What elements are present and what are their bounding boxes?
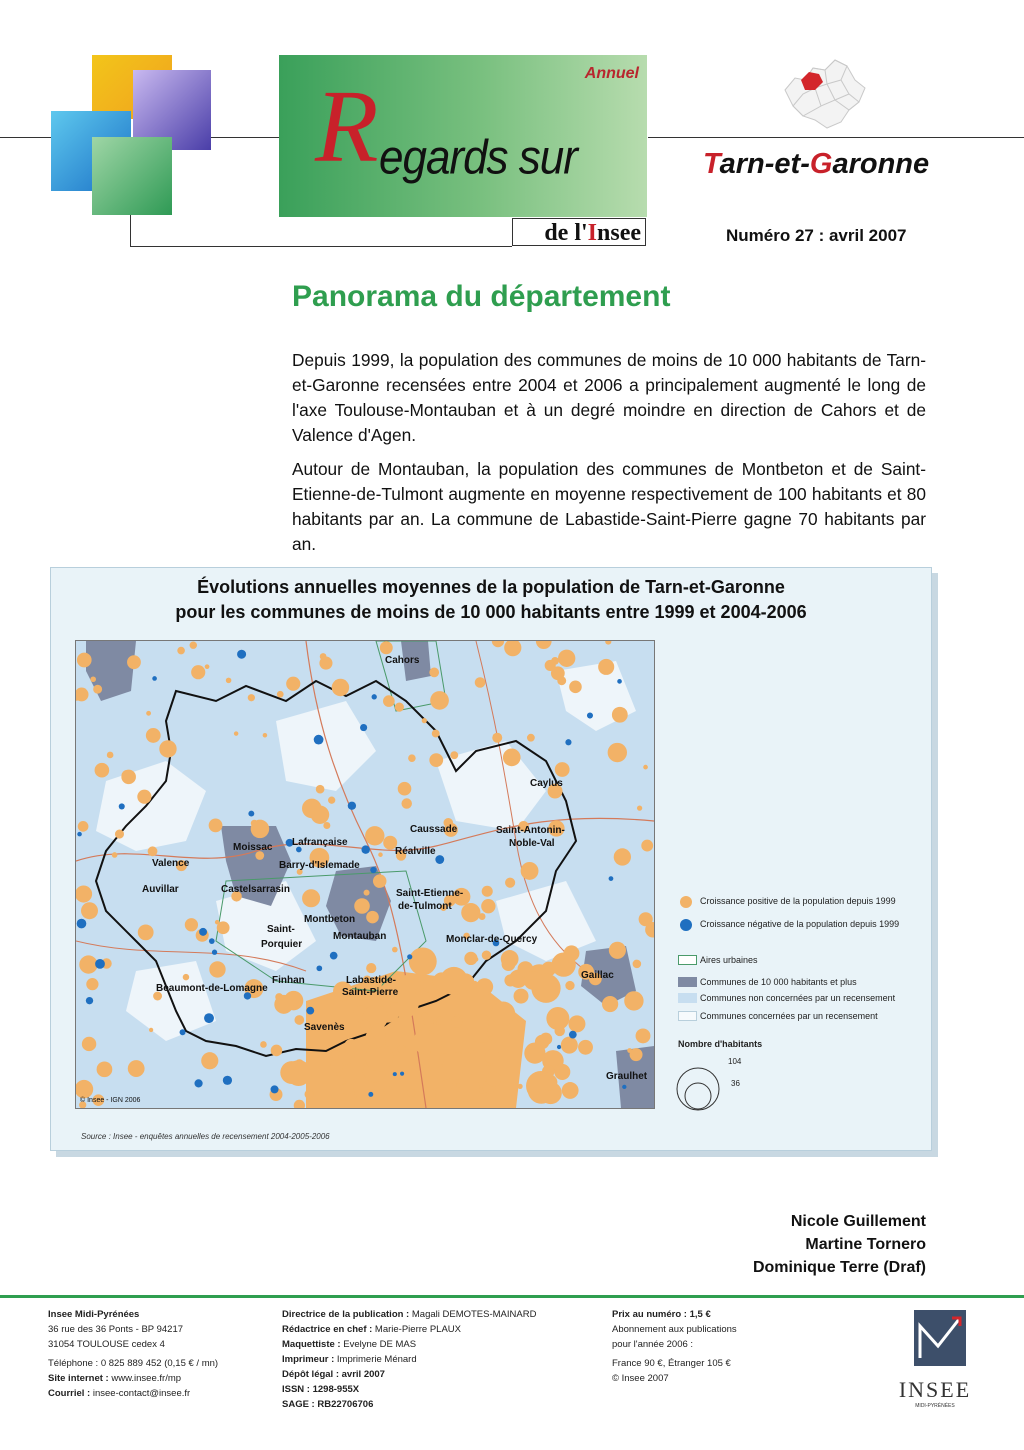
footer-line [48, 1356, 218, 1371]
map-label-beaumont: Beaumont-de-Lomagne [156, 983, 268, 994]
commune-marker-positive [260, 1041, 267, 1048]
map-canvas [76, 641, 654, 1108]
commune-marker-positive [551, 666, 565, 680]
commune-marker-negative [180, 1029, 186, 1035]
commune-marker-positive [451, 1016, 462, 1027]
regards-title: egards sur [379, 130, 577, 185]
commune-marker-negative [565, 739, 571, 745]
commune-marker-negative [368, 1092, 373, 1097]
commune-marker-positive [643, 765, 648, 770]
footer-line-value: insee-contact@insee.fr [92, 1388, 191, 1399]
issue-number: Numéro 27 : avril 2007 [726, 226, 907, 245]
commune-marker-positive [598, 659, 614, 675]
footer-line-value: Evelyne DE MAS [343, 1339, 417, 1350]
commune-marker-positive [479, 913, 486, 920]
commune-marker-positive [183, 974, 189, 980]
commune-marker-positive [305, 1090, 314, 1099]
commune-marker-positive [397, 1045, 405, 1053]
footer-line-label: ISSN : 1298-955X [282, 1384, 360, 1395]
commune-marker-positive [112, 852, 118, 858]
legend-size-large: 104 [728, 1057, 742, 1066]
commune-marker-positive [127, 655, 141, 669]
commune-marker-positive [148, 846, 158, 856]
commune-marker-positive [137, 790, 151, 804]
commune-marker-positive [401, 798, 412, 809]
footer-line [282, 1367, 536, 1382]
commune-marker-negative [372, 694, 377, 699]
legend-size-small: 36 [731, 1079, 740, 1088]
commune-marker-positive [542, 1074, 558, 1090]
author-3: Dominique Terre (Draf) [752, 1259, 926, 1276]
commune-marker-positive [430, 691, 449, 710]
legend-size-title: Nombre d'habitants [678, 1039, 763, 1049]
commune-marker-negative [370, 867, 376, 873]
commune-marker-negative [435, 855, 444, 864]
footer-line-value: pour l'année 2006 : [612, 1339, 694, 1350]
footer-line-value: Téléphone : 0 825 889 452 (0,15 € / mn) [48, 1358, 219, 1369]
commune-marker-negative [248, 811, 254, 817]
map-label-graulhet: Graulhet [606, 1071, 648, 1082]
commune-marker-positive [415, 989, 421, 995]
commune-marker-positive [624, 991, 643, 1010]
commune-marker-positive [421, 1012, 428, 1019]
commune-marker-negative [407, 954, 412, 959]
legend-non-concernees-swatch-icon [678, 992, 698, 1004]
commune-marker-positive [294, 1100, 305, 1108]
commune-marker-positive [568, 1015, 585, 1032]
footer-line [612, 1322, 737, 1337]
commune-marker-positive [95, 763, 110, 778]
commune-marker-positive [423, 1033, 441, 1051]
commune-marker-positive [429, 668, 439, 678]
commune-marker-positive [339, 1048, 355, 1064]
department-name: Tarn-et-Garonne [703, 148, 930, 180]
commune-marker-positive [514, 989, 529, 1004]
map-label-saint-antonin-2: Noble-Val [509, 838, 555, 849]
commune-marker-positive [149, 1028, 153, 1032]
legend-size-circles-icon [675, 1062, 725, 1112]
footer-line-label: Insee Midi-Pyrénées [48, 1309, 140, 1320]
commune-marker-positive [294, 1059, 304, 1069]
commune-marker-positive [159, 740, 176, 757]
footer-line-value: Abonnement aux publications [612, 1324, 737, 1335]
commune-marker-negative [609, 876, 614, 881]
commune-marker-positive [564, 945, 580, 961]
header-bracket-horizontal [130, 246, 512, 247]
commune-marker-positive [274, 995, 293, 1014]
commune-marker-positive [146, 711, 151, 716]
commune-marker-positive [302, 889, 320, 907]
commune-marker-positive [536, 641, 552, 649]
commune-marker-positive [138, 924, 154, 940]
footer-line [48, 1386, 218, 1401]
commune-marker-positive [408, 754, 416, 762]
authors [753, 1210, 926, 1279]
commune-marker-positive [107, 752, 114, 759]
map-label-realville: Réalville [395, 846, 436, 857]
footer-line [612, 1371, 737, 1386]
commune-marker-negative [152, 676, 157, 681]
commune-marker-negative [209, 938, 215, 944]
footer-line-label: Directrice de la publication : [282, 1309, 412, 1320]
footer-line [612, 1356, 737, 1371]
insee-logo-text: INSEE [898, 1377, 972, 1402]
map-label-valence: Valence [152, 858, 190, 869]
commune-marker-positive [398, 782, 412, 796]
commune-marker-positive [82, 1037, 96, 1051]
commune-marker-positive [636, 1028, 651, 1043]
commune-marker-positive [319, 657, 332, 670]
paragraph-1: Depuis 1999, la population des communes de moins de 10 000 habitants de Tarn-et-Garonne recensées entre 2004 et 2006 a principalement augmenté le long de l'axe Toulouse-Montauban et à un degré moindre en direction de Cahors et de Valence d'Agen. [292, 350, 926, 445]
commune-marker-positive [128, 1060, 145, 1077]
footer-line [48, 1371, 218, 1386]
footer-line-value: France 90 €, Étranger 105 € [612, 1358, 731, 1369]
commune-marker-positive [77, 653, 92, 668]
commune-marker-positive [485, 1049, 500, 1064]
commune-marker-positive [382, 1000, 389, 1007]
commune-marker-negative [204, 1013, 214, 1023]
footer-rule [0, 1295, 1024, 1298]
footer-line [282, 1307, 536, 1322]
map-label-auvillar: Auvillar [142, 884, 179, 895]
commune-marker-positive [637, 805, 642, 810]
commune-marker-negative [306, 1007, 314, 1015]
map-label-cahors: Cahors [385, 655, 420, 666]
publication-banner [279, 55, 647, 217]
commune-marker-positive [93, 685, 102, 694]
commune-marker-positive [612, 707, 628, 723]
commune-marker-positive [366, 963, 376, 973]
commune-marker-positive [263, 733, 268, 738]
commune-marker-negative [194, 1079, 202, 1087]
commune-marker-positive [554, 1064, 570, 1080]
commune-marker-positive [409, 947, 437, 975]
footer-line-value: Marie-Pierre PLAUX [374, 1324, 461, 1335]
commune-marker-positive [605, 641, 611, 645]
commune-marker-positive [209, 961, 225, 977]
commune-marker-negative [237, 650, 246, 659]
map-label-gaillac: Gaillac [581, 970, 614, 981]
map-label-barry: Barry-d'Islemade [279, 860, 360, 871]
figure-source: Source : Insee - enquêtes annuelles de recensement 2004-2005-2006 [81, 1132, 330, 1141]
footer-contact-column [48, 1307, 218, 1401]
map-label-montauban: Montauban [333, 931, 387, 942]
annuel-label: Annuel [584, 65, 639, 82]
footer-line [48, 1322, 218, 1337]
commune-marker-positive [185, 918, 198, 931]
legend-negative-dot-icon [678, 918, 694, 934]
map-label-saint-antonin-1: Saint-Antonin- [496, 825, 565, 836]
commune-marker-positive [614, 848, 631, 865]
commune-marker-negative [587, 713, 593, 719]
commune-marker-positive [492, 733, 502, 743]
commune-marker-positive [464, 952, 477, 965]
commune-marker-positive [562, 1082, 579, 1099]
author-1: Nicole Guillement [790, 1213, 926, 1230]
commune-marker-positive [608, 743, 627, 762]
figure-title-line-1: Évolutions annuelles moyennes de la population de Tarn-et-Garonne [197, 577, 785, 597]
map-label-saint-etienne-2: de-Tulmont [398, 901, 452, 912]
commune-marker-positive [481, 899, 495, 913]
map-label-finhan: Finhan [272, 975, 305, 986]
commune-marker-positive [524, 971, 543, 990]
commune-marker-positive [81, 902, 98, 919]
footer-line [282, 1322, 536, 1337]
author-2: Martine Tornero [805, 1236, 926, 1253]
commune-marker-positive [432, 730, 440, 738]
footer-line-label: Rédactrice en chef : [282, 1324, 375, 1335]
legend-aires-swatch-icon [678, 954, 698, 966]
commune-marker-positive [251, 820, 258, 827]
commune-marker-negative [360, 724, 367, 731]
commune-marker-positive [627, 1048, 632, 1053]
commune-marker-positive [383, 695, 395, 707]
commune-marker-positive [633, 960, 642, 969]
footer-line-label: Courriel : [48, 1388, 93, 1399]
commune-marker-negative [569, 1031, 577, 1039]
commune-marker-positive [468, 1048, 474, 1054]
de-l-insee-label: de l'Insee [512, 218, 646, 246]
insee-logo-subtitle: MIDI-PYRÉNÉES [915, 1403, 955, 1409]
commune-marker-positive [328, 797, 335, 804]
commune-marker-positive [354, 898, 370, 914]
commune-marker-positive [342, 1083, 354, 1095]
commune-marker-positive [395, 703, 404, 712]
commune-marker-negative [316, 965, 322, 971]
footer-line [612, 1307, 737, 1322]
map-label-moissac: Moissac [233, 842, 273, 853]
map-label-saint-porquier-2: Porquier [261, 939, 303, 950]
commune-marker-negative [77, 832, 82, 837]
commune-marker-positive [373, 874, 386, 887]
commune-marker-positive [316, 785, 325, 794]
commune-marker-positive [491, 1002, 515, 1026]
commune-marker-positive [366, 911, 379, 924]
footer-line-label: SAGE : RB22706706 [282, 1399, 374, 1410]
map-label-lafrancaise: Lafrançaise [292, 837, 348, 848]
legend-positive-dot-icon [678, 895, 694, 911]
commune-marker-positive [486, 1072, 501, 1087]
footer-line [282, 1352, 536, 1367]
commune-marker-positive [271, 1045, 283, 1057]
page-title: Panorama du département [292, 280, 671, 313]
commune-marker-negative [400, 1072, 404, 1076]
legend-big-swatch-icon [678, 976, 698, 988]
insee-logo-icon [890, 1308, 980, 1372]
footer-line [282, 1337, 536, 1352]
commune-marker-positive [433, 972, 451, 990]
commune-marker-positive [476, 978, 493, 995]
commune-marker-negative [223, 1076, 232, 1085]
footer-line [282, 1397, 536, 1412]
commune-marker-negative [348, 802, 356, 810]
map-label-montbeton: Montbeton [304, 914, 356, 925]
commune-marker-positive [226, 678, 232, 684]
commune-marker-positive [115, 830, 124, 839]
commune-marker-positive [450, 751, 458, 759]
commune-marker-negative [199, 928, 207, 936]
commune-marker-positive [639, 912, 653, 926]
commune-marker-positive [609, 942, 626, 959]
map-label-savenes: Savenès [304, 1022, 345, 1033]
logo-square-green [92, 137, 172, 215]
commune-marker-positive [436, 1017, 444, 1025]
commune-marker-positive [215, 920, 220, 925]
commune-marker-positive [503, 748, 521, 766]
commune-marker-positive [602, 996, 618, 1012]
commune-marker-positive [461, 903, 480, 922]
commune-marker-positive [294, 1015, 304, 1025]
footer-line-label: Imprimeur : [282, 1354, 337, 1365]
commune-marker-negative [314, 735, 324, 745]
commune-marker-negative [622, 1085, 626, 1089]
commune-marker-negative [557, 1045, 561, 1049]
map-label-castelsarrasin: Castelsarrasin [221, 884, 290, 895]
commune-marker-negative [86, 997, 93, 1004]
commune-marker-positive [277, 691, 284, 698]
footer-line [612, 1337, 737, 1352]
commune-marker-positive [190, 641, 197, 648]
commune-marker-negative [77, 919, 87, 929]
map-label-labastide-1: Labastide- [346, 975, 397, 986]
commune-marker-positive [505, 878, 515, 888]
commune-marker-positive [641, 840, 653, 852]
map-label-caylus: Caylus [530, 778, 563, 789]
commune-marker-negative [95, 959, 105, 969]
paragraph-2: Autour de Montauban, la population des communes de Montbeton et de Saint-Etienne-de-Tulmont augmente en moyenne respectivement de 100 habitants et 80 habitants par an. La commune de Labastide-Saint-Pierre gagne 70 habitants par an. [292, 459, 926, 554]
commune-marker-positive [456, 1083, 461, 1088]
commune-marker-positive [429, 753, 443, 767]
commune-marker-positive [209, 818, 223, 832]
map-label-saint-porquier-1: Saint- [267, 924, 295, 935]
commune-marker-positive [443, 1052, 471, 1080]
commune-marker-positive [569, 681, 582, 694]
footer-line-label: Prix au numéro : 1,5 € [612, 1309, 711, 1320]
commune-marker-positive [286, 677, 300, 691]
commune-marker-positive [97, 1061, 113, 1077]
commune-marker-positive [371, 1023, 386, 1038]
commune-marker-positive [332, 679, 349, 696]
commune-marker-positive [521, 862, 539, 880]
commune-marker-positive [492, 641, 504, 647]
commune-marker-negative [271, 1085, 279, 1093]
commune-marker-positive [78, 821, 89, 832]
commune-marker-positive [502, 957, 516, 971]
commune-marker-positive [578, 1040, 593, 1055]
commune-marker-positive [205, 664, 210, 669]
map-copyright: © Insee - IGN 2006 [80, 1097, 141, 1104]
commune-marker-positive [380, 641, 393, 654]
map-label-labastide-2: Saint-Pierre [342, 987, 399, 998]
header-rule-right [648, 137, 1024, 138]
commune-marker-negative [212, 950, 217, 955]
footer-price-column [612, 1307, 737, 1386]
commune-marker-negative [361, 845, 369, 853]
commune-marker-negative [330, 952, 338, 960]
commune-marker-positive [407, 1088, 416, 1097]
commune-marker-negative [119, 803, 125, 809]
commune-marker-positive [86, 978, 98, 990]
footer-line [48, 1307, 218, 1322]
footer-publication-column [282, 1307, 536, 1412]
commune-marker-positive [518, 1084, 523, 1089]
legend-concernees-swatch-icon [678, 1010, 698, 1022]
population-map-figure: Évolutions annuelles moyennes de la population de Tarn-et-Garonne pour les communes de moins de 10 000 habitants entre 1999 et 2004-2006 Cahors Caylus Caussade Saint-Antonin- Noble-Val Moissac Lafrançaise Réalville Barry-d'Islemade Valence Auvillar Castelsarrasin Saint-Etienne- de-Tulmont Montbeton Montauban Saint- Porquier Monclar-de-Quercy Gaillac Finhan Labastide- Saint-Pierre Beaumont-de-Lomagne Savenès Graulhet © Insee - IGN 2006 Croissance positive de la population depuis 1999 Croissance négative de la population depuis 1999 Aires urbaines Communes de 10 000 habitants et plus Communes non concernées par un recensement Communes concernées par un recensement Nombre d'habitants 104 36 Source : Insee - enquêtes annuelles de recensement 2004-2005-2006 [50, 567, 932, 1151]
footer-line [282, 1382, 536, 1397]
commune-marker-positive [323, 822, 330, 829]
commune-marker-negative [393, 1072, 397, 1076]
footer-line-value: Imprimerie Ménard [336, 1354, 417, 1365]
commune-marker-positive [504, 974, 516, 986]
commune-marker-positive [248, 694, 255, 701]
map-label-caussade: Caussade [410, 824, 458, 835]
commune-marker-positive [234, 731, 238, 735]
commune-marker-positive [121, 770, 136, 785]
commune-marker-positive [364, 890, 370, 896]
commune-marker-positive [482, 951, 491, 960]
commune-marker-positive [76, 885, 92, 902]
commune-marker-positive [384, 1086, 393, 1095]
commune-marker-positive [360, 1020, 371, 1031]
commune-marker-positive [555, 762, 570, 777]
commune-marker-positive [558, 650, 575, 667]
footer-line-label: Site internet : [48, 1373, 112, 1384]
commune-marker-positive [90, 676, 96, 682]
commune-marker-positive [504, 641, 521, 656]
figure-title-line-2: pour les communes de moins de 10 000 habitants entre 1999 et 2004-2006 [175, 602, 807, 622]
commune-marker-positive [365, 826, 384, 845]
commune-marker-positive [487, 1030, 494, 1037]
footer-line-label: Dépôt légal : avril 2007 [282, 1369, 385, 1380]
footer-line [48, 1337, 218, 1352]
footer-line-value: © Insee 2007 [612, 1373, 669, 1384]
footer-line-value: www.insee.fr/mp [111, 1373, 182, 1384]
map-label-monclar: Monclar-de-Quercy [446, 934, 538, 945]
regards-initial: R [315, 69, 379, 184]
commune-marker-positive [311, 805, 330, 824]
commune-marker-positive [191, 665, 205, 679]
commune-marker-positive [177, 647, 185, 655]
commune-marker-positive [422, 718, 427, 723]
footer-line-label: Maquettiste : [282, 1339, 344, 1350]
footer-line-value: Magali DEMOTES-MAINARD [411, 1309, 537, 1320]
footer-line-value: 31054 TOULOUSE cedex 4 [48, 1339, 165, 1350]
commune-marker-positive [378, 852, 383, 857]
commune-marker-positive [146, 728, 161, 743]
commune-marker-positive [565, 981, 574, 990]
commune-marker-positive [392, 947, 398, 953]
commune-marker-positive [527, 734, 535, 742]
commune-marker-positive [482, 886, 493, 897]
commune-marker-negative [617, 679, 622, 684]
commune-marker-positive [475, 677, 486, 688]
commune-marker-positive [79, 955, 97, 973]
commune-marker-positive [540, 1033, 553, 1046]
map-area [75, 640, 655, 1109]
commune-marker-positive [201, 1052, 218, 1069]
commune-marker-positive [554, 1026, 564, 1036]
insee-logo [890, 1308, 980, 1408]
footer-line-value: 36 rue des 36 Ponts - BP 94217 [48, 1324, 184, 1335]
map-label-saint-etienne-1: Saint-Etienne- [396, 888, 464, 899]
commune-marker-positive [561, 1037, 578, 1054]
department-locator-map-icon [775, 50, 870, 135]
